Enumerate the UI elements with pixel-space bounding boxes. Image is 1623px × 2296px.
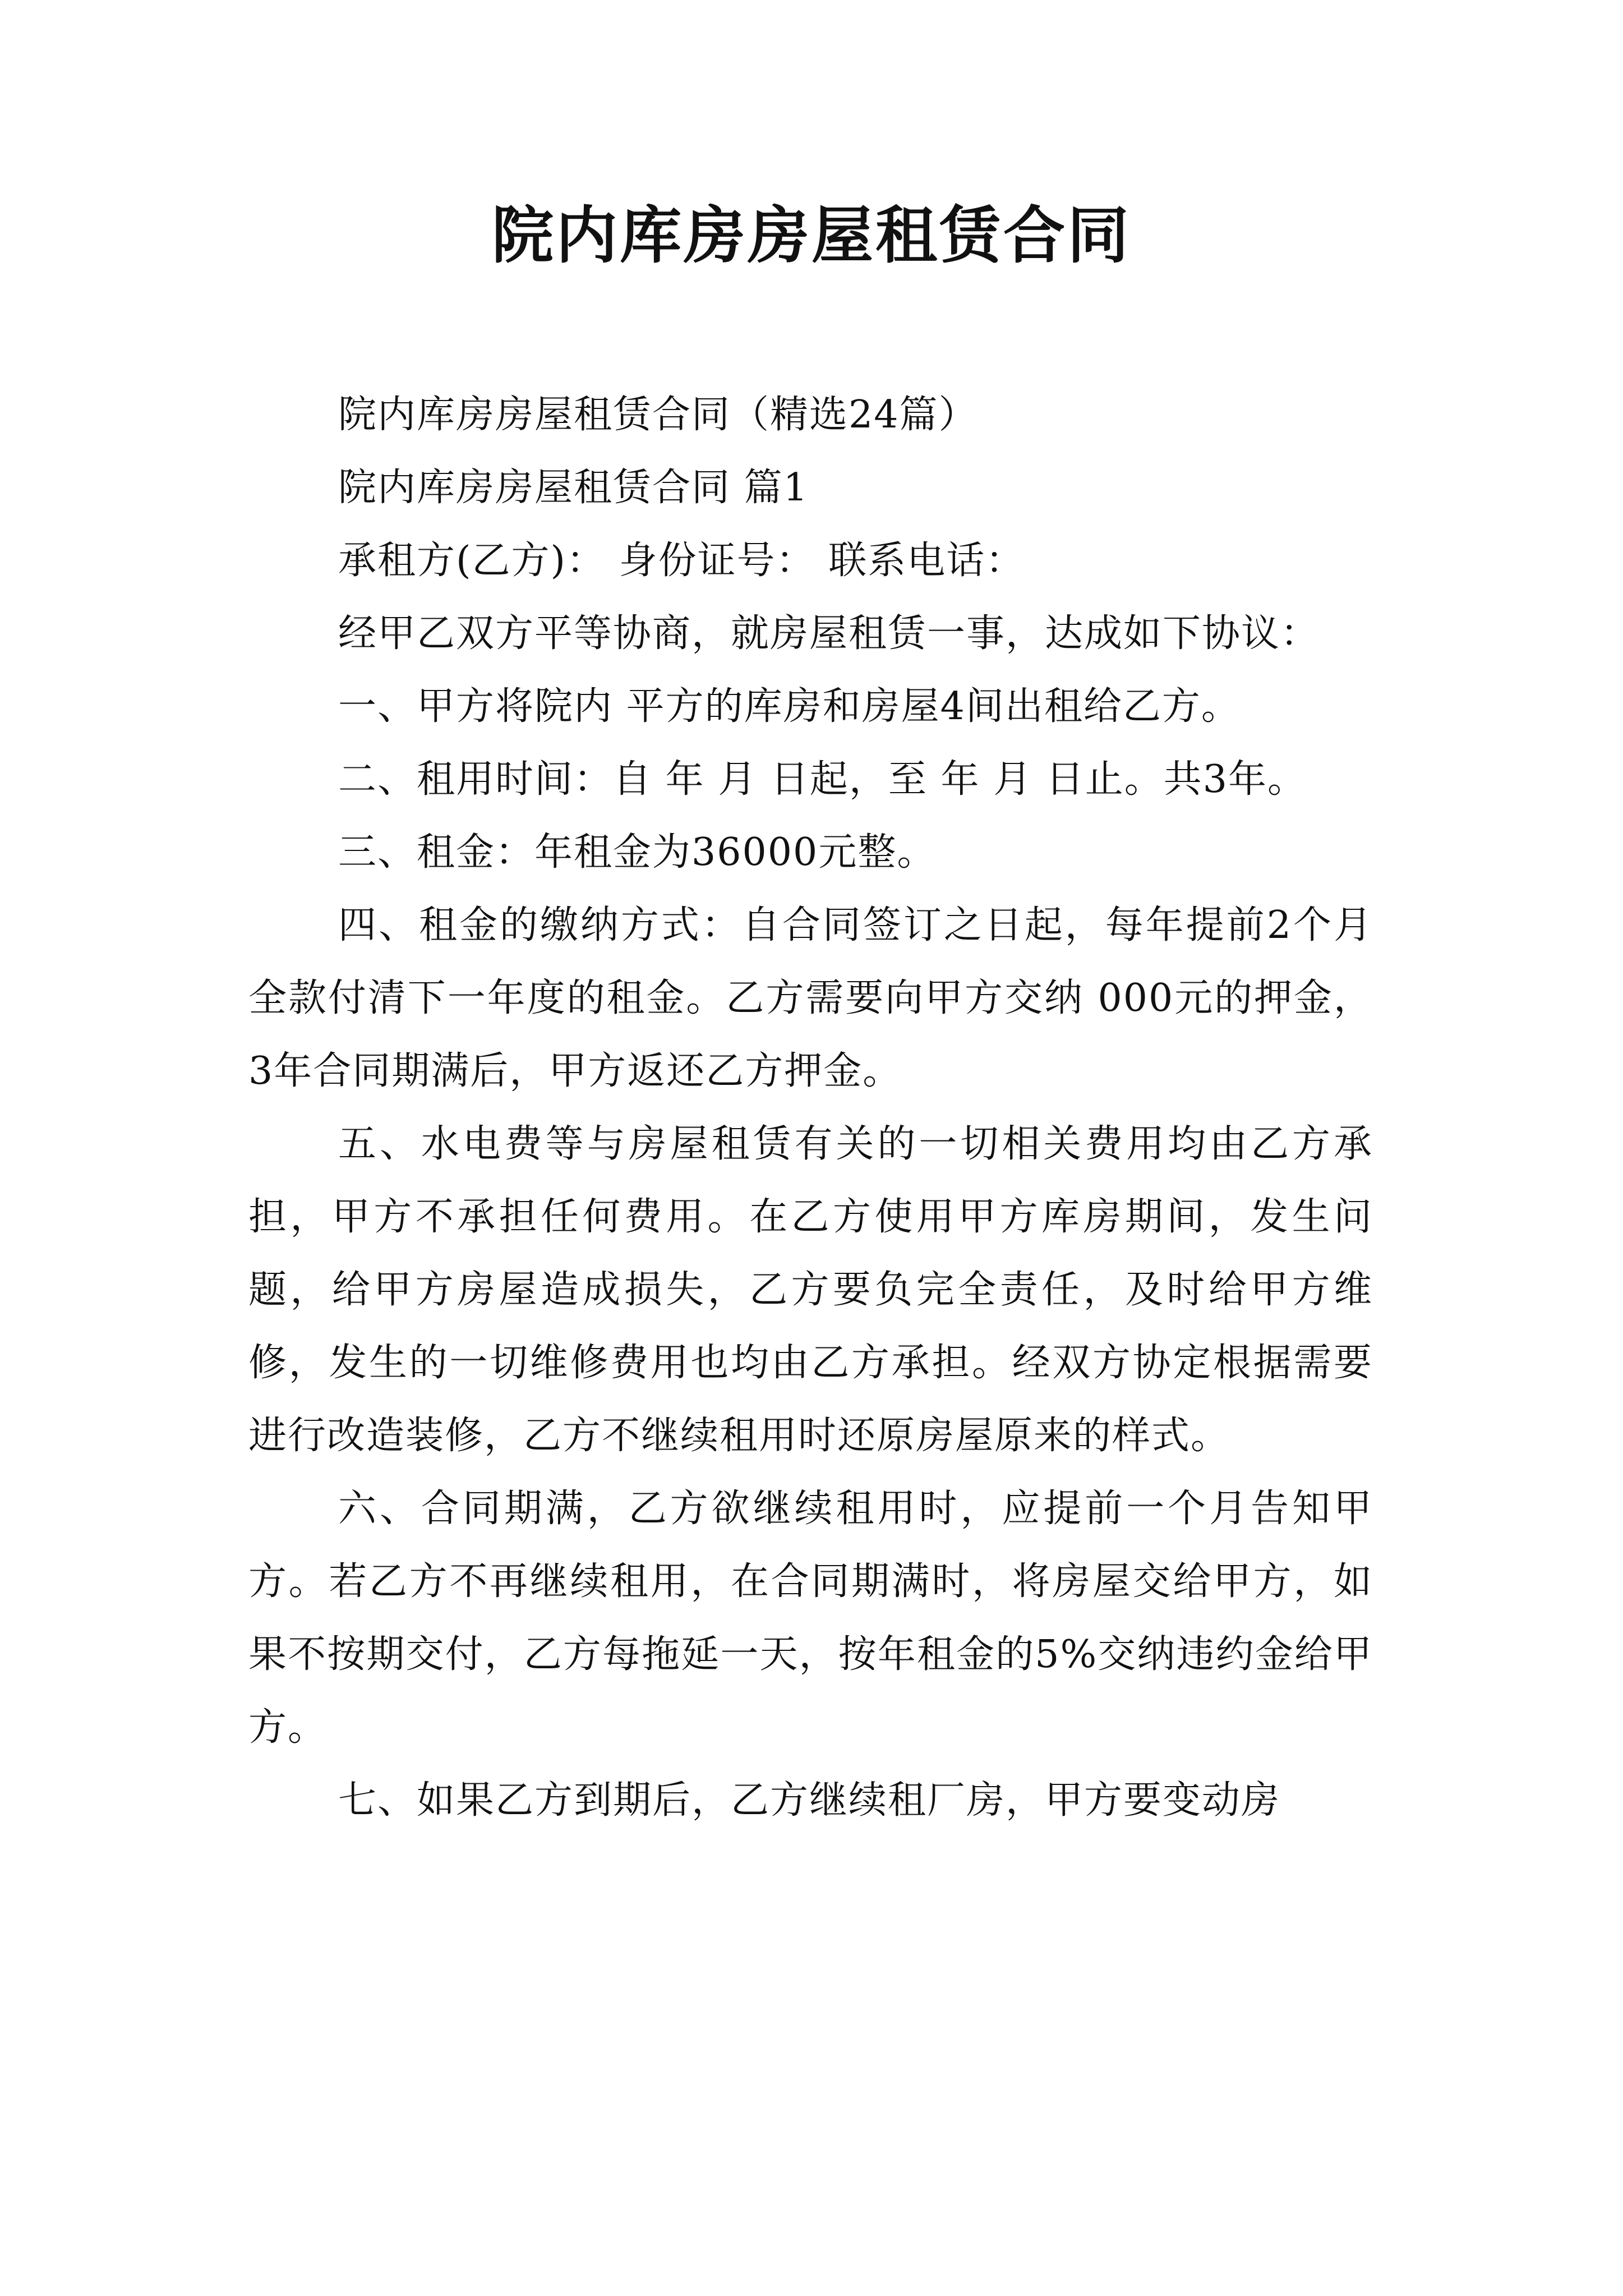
paragraph-clause-5: 五、水电费等与房屋租赁有关的一切相关费用均由乙方承担，甲方不承担任何费用。在乙方使用甲方库房期间，发生问题，给甲方房屋造成损失，乙方要负完全责任，及时给甲方维修，发生的一切维修费用也均由乙方承担。经双方协定根据需要进行改造装修，乙方不继续租用时还原房屋原来的样式。 (248, 1122, 1373, 1458)
paragraph-clause-7: 七、如果乙方到期后，乙方继续租厂房，甲方要变动房 (338, 1778, 1281, 1823)
paragraph-clause-1: 一、甲方将院内 平方的库房和房屋4间出租给乙方。 (338, 684, 1241, 729)
document-body (248, 379, 1373, 1837)
paragraph-clause-4: 四、租金的缴纳方式：自合同签订之日起，每年提前2个月全款付清下一年度的租金。乙方需要向甲方交纳 000元的押金，3年合同期满后，甲方返还乙方押金。 (248, 903, 1373, 1093)
paragraph-tenant-info: 承租方(乙方)： 身份证号： 联系电话： (338, 539, 1025, 583)
paragraph-preamble: 经甲乙双方平等协商，就房屋租赁一事，达成如下协议： (338, 611, 1320, 656)
paragraph-clause-2: 二、租用时间：自 年 月 日起，至 年 月 日止。共3年。 (338, 757, 1307, 802)
document-title: 院内库房房屋租赁合同 (492, 199, 1131, 272)
paragraph-section-heading: 院内库房房屋租赁合同 篇1 (338, 466, 809, 510)
paragraph-clause-3: 三、租金：年租金为36000元整。 (338, 830, 937, 875)
paragraph-clause-6: 六、合同期满，乙方欲继续租用时，应提前一个月告知甲方。若乙方不再继续租用，在合同期满时，将房屋交给甲方，如果不按期交付，乙方每拖延一天，按年租金的5%交纳违约金给甲方。 (248, 1487, 1373, 1750)
paragraph-subtitle: 院内库房房屋租赁合同（精选24篇） (338, 393, 978, 437)
